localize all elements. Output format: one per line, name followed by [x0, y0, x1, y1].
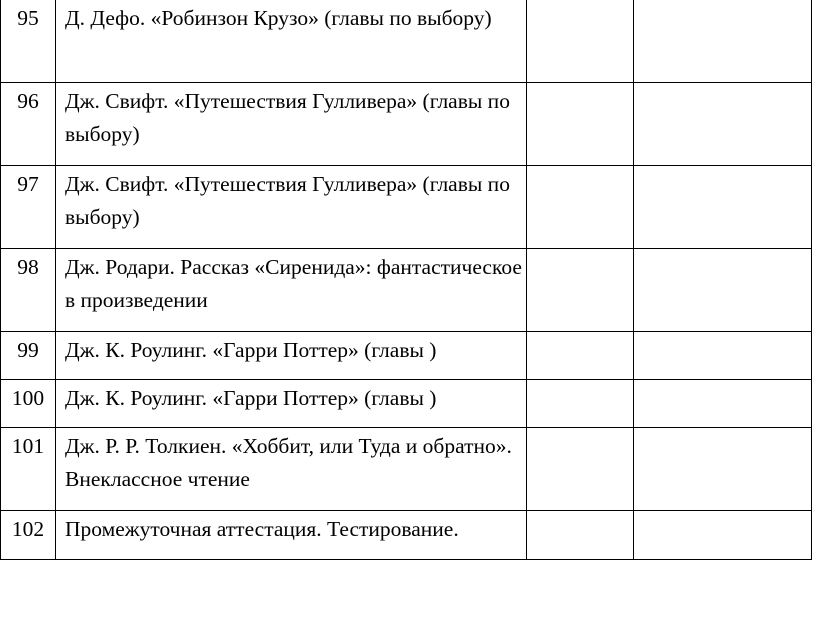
empty-cell	[634, 166, 812, 249]
lesson-number: 96	[1, 83, 56, 166]
lesson-number: 98	[1, 249, 56, 332]
lesson-number: 99	[1, 332, 56, 380]
lesson-topic: Дж. Свифт. «Путешествия Гулливера» (главы по выбору)	[56, 83, 527, 166]
table-row	[1, 83, 812, 166]
empty-cell	[527, 380, 634, 428]
lesson-number: 102	[1, 511, 56, 560]
empty-cell	[634, 0, 812, 83]
lesson-number: 101	[1, 428, 56, 511]
table-row	[1, 166, 812, 249]
lesson-number: 100	[1, 380, 56, 428]
empty-cell	[527, 428, 634, 511]
empty-cell	[634, 511, 812, 560]
empty-cell	[527, 0, 634, 83]
empty-cell	[527, 83, 634, 166]
lesson-number: 97	[1, 166, 56, 249]
empty-cell	[634, 332, 812, 380]
lesson-topic: Дж. К. Роулинг. «Гарри Поттер» (главы )	[56, 380, 527, 428]
lesson-topic: Дж. Свифт. «Путешествия Гулливера» (главы по выбору)	[56, 166, 527, 249]
lesson-topic: Дж. К. Роулинг. «Гарри Поттер» (главы )	[56, 332, 527, 380]
table-row	[1, 380, 812, 428]
table-row	[1, 332, 812, 380]
empty-cell	[634, 83, 812, 166]
empty-cell	[634, 428, 812, 511]
empty-cell	[527, 332, 634, 380]
table-row	[1, 428, 812, 511]
table-row	[1, 249, 812, 332]
empty-cell	[634, 249, 812, 332]
empty-cell	[527, 511, 634, 560]
table-row	[1, 511, 812, 560]
table-row	[1, 0, 812, 83]
empty-cell	[634, 380, 812, 428]
lesson-number: 95	[1, 0, 56, 83]
lesson-topic: Промежуточная аттестация. Тестирование.	[56, 511, 527, 560]
lesson-topic: Д. Дефо. «Робинзон Крузо» (главы по выбору)	[56, 0, 527, 83]
empty-cell	[527, 166, 634, 249]
lesson-topic: Дж. Р. Р. Толкиен. «Хоббит, или Туда и обратно». Внеклассное чтение	[56, 428, 527, 511]
empty-cell	[527, 249, 634, 332]
lesson-topic: Дж. Родари. Рассказ «Сиренида»: фантастическое в произведении	[56, 249, 527, 332]
